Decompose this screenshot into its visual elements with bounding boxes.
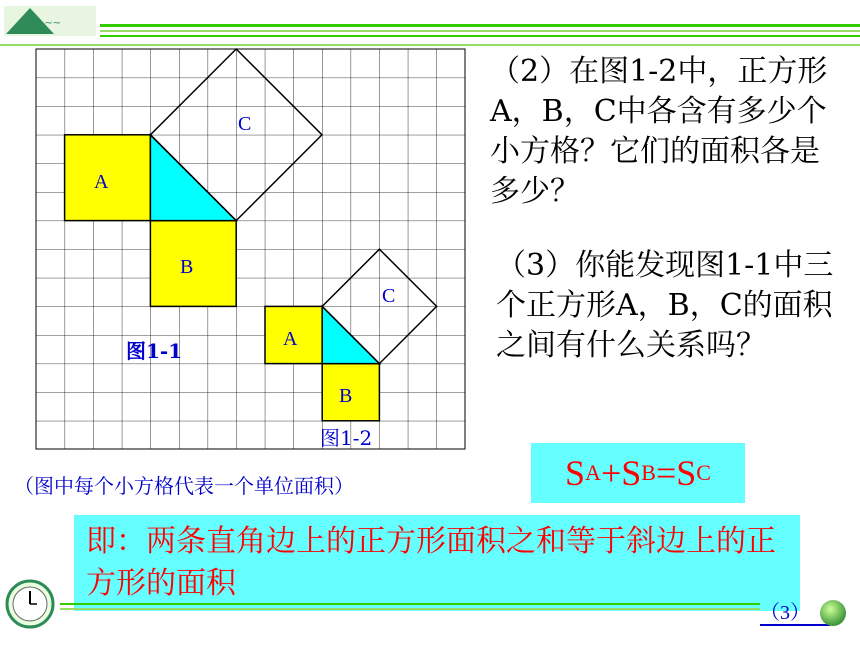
label-a2: A [283,328,298,350]
formula-box [531,443,745,503]
caption-1: 图1-1 [126,339,183,363]
question-2: （2）在图1-2中，正方形A，B，C中各含有多少个小方格？它们的面积各是多少？ [490,54,828,209]
clock-icon[interactable] [4,578,56,630]
formula-sub-c: C [696,460,711,485]
label-c1: C [238,113,252,135]
formula-sub-b: B [641,460,656,485]
label-b1: B [180,256,194,278]
page-indicator-link[interactable]: （3） [760,596,830,626]
unit-area-note: （图中每个小方格代表一个单位面积） [14,474,354,498]
formula-plus: +S [600,453,642,493]
label-a1: A [94,171,109,193]
label-c2: C [382,285,396,307]
formula-s: S [565,453,586,493]
ball-icon[interactable] [818,598,848,628]
footer-decoration [60,603,760,613]
question-3: （3）你能发现图1-1中三个正方形A，B，C的面积之间有什么关系吗？ [496,248,834,363]
label-b2: B [339,385,353,407]
formula-equals: =S [655,453,697,493]
conclusion-box: 即：两条直角边上的正方形面积之和等于斜边上的正方形的面积 [74,515,800,611]
caption-2: 图1-2 [320,426,373,450]
formula-sub-a: A [585,460,601,485]
svg-text:~~~: ~~~ [36,18,62,29]
